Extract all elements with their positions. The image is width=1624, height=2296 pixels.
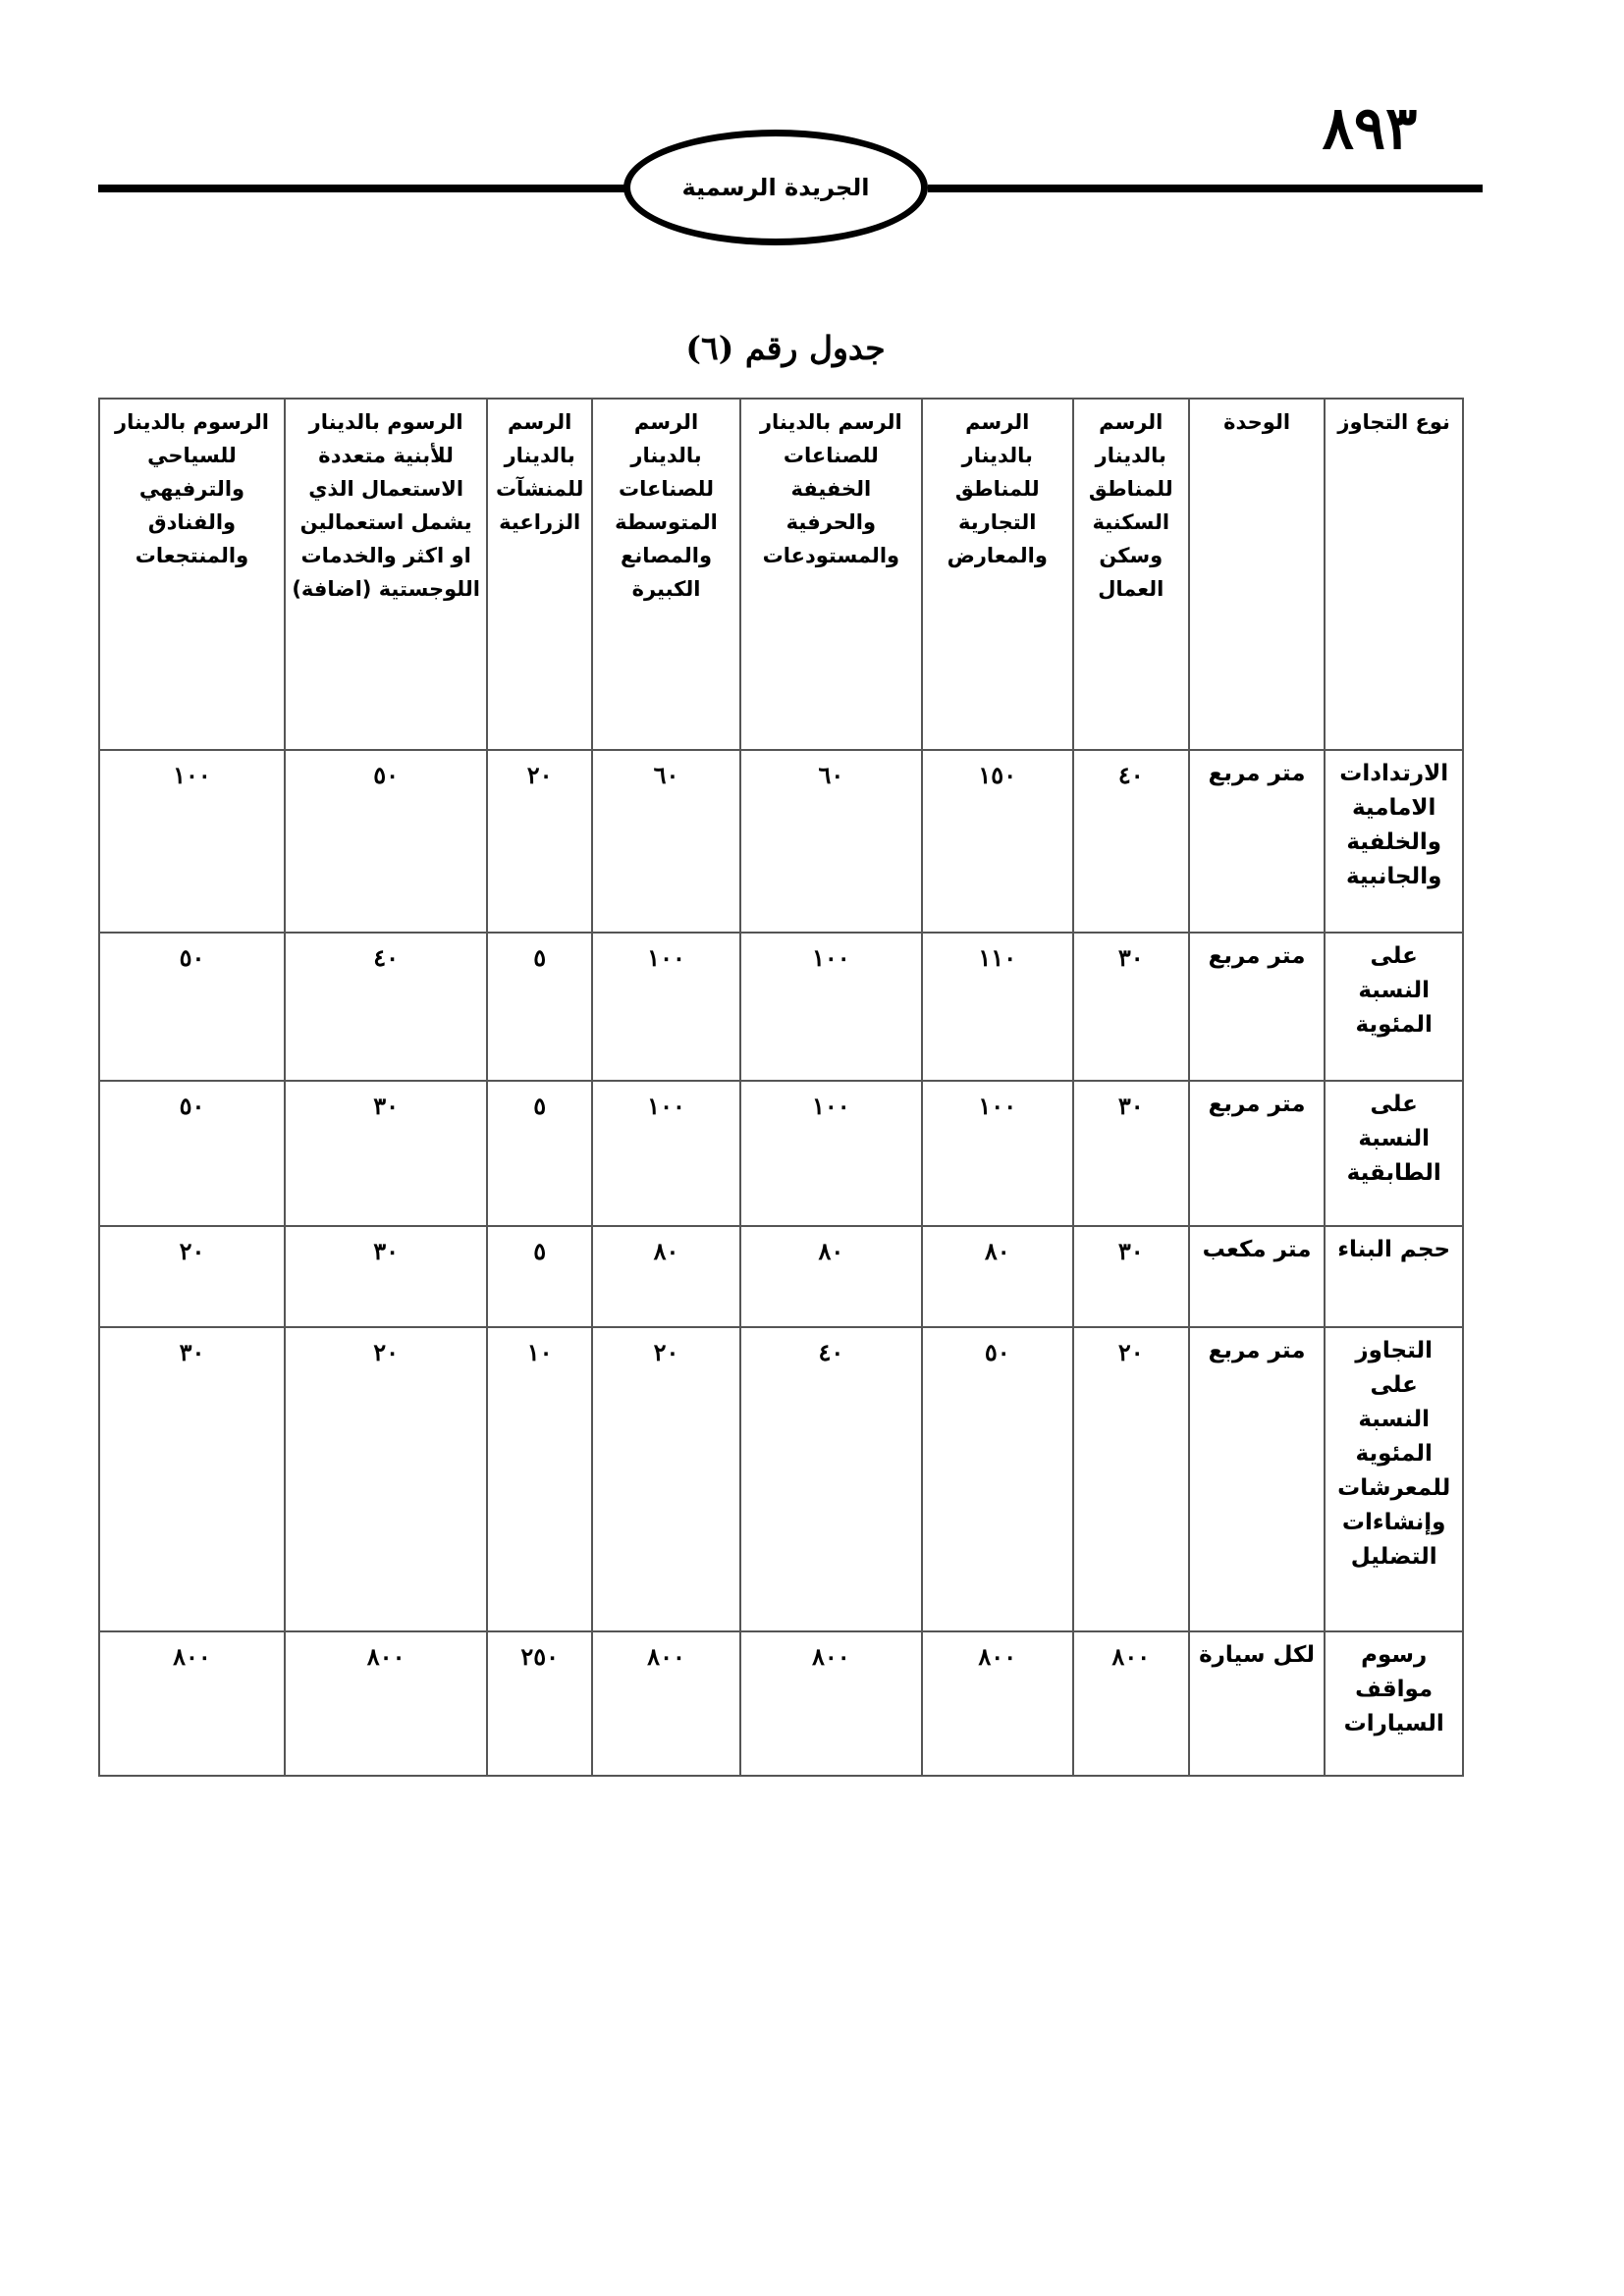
cell-residential: ٣٠ <box>1073 933 1189 1081</box>
cell-mixed-use: ٣٠ <box>285 1081 487 1226</box>
cell-commercial: ١٥٠ <box>922 750 1073 933</box>
cell-residential: ٣٠ <box>1073 1081 1189 1226</box>
cell-medium-industry: ٨٠ <box>592 1226 740 1327</box>
table-row <box>99 933 1463 1081</box>
header-violation-type: نوع التجاوز <box>1325 399 1463 750</box>
cell-unit: متر مكعب <box>1189 1226 1326 1327</box>
cell-tourism: ٢٠ <box>99 1226 285 1327</box>
header-unit: الوحدة <box>1189 399 1326 750</box>
cell-tourism: ١٠٠ <box>99 750 285 933</box>
header-rule-left <box>98 185 628 192</box>
masthead-oval <box>623 130 928 245</box>
cell-light-industry: ٤٠ <box>740 1327 922 1631</box>
fees-table <box>98 398 1464 1777</box>
table-row <box>99 1081 1463 1226</box>
cell-commercial: ٨٠ <box>922 1226 1073 1327</box>
cell-light-industry: ٨٠٠ <box>740 1631 922 1776</box>
cell-tourism: ٥٠ <box>99 1081 285 1226</box>
cell-mixed-use: ٢٠ <box>285 1327 487 1631</box>
cell-unit: متر مربع <box>1189 750 1326 933</box>
table-title: جدول رقم (٦) <box>685 329 886 367</box>
cell-commercial: ٥٠ <box>922 1327 1073 1631</box>
cell-unit: لكل سيارة <box>1189 1631 1326 1776</box>
header-commercial: الرسم بالدينار للمناطق التجارية والمعارض <box>922 399 1073 750</box>
cell-violation-type: التجاوز على النسبة المئوية للمعرشات وإنشاءات التضليل <box>1325 1327 1463 1631</box>
cell-mixed-use: ٨٠٠ <box>285 1631 487 1776</box>
masthead-title: الجريدة الرسمية <box>681 174 870 201</box>
cell-medium-industry: ٦٠ <box>592 750 740 933</box>
cell-tourism: ٥٠ <box>99 933 285 1081</box>
header-residential: الرسم بالدينار للمناطق السكنية وسكن العمال <box>1073 399 1189 750</box>
table-row <box>99 1631 1463 1776</box>
cell-medium-industry: ١٠٠ <box>592 933 740 1081</box>
cell-tourism: ٣٠ <box>99 1327 285 1631</box>
table-row <box>99 750 1463 933</box>
table-row <box>99 1226 1463 1327</box>
cell-agricultural: ٢٥٠ <box>487 1631 592 1776</box>
cell-violation-type: رسوم مواقف السيارات <box>1325 1631 1463 1776</box>
cell-unit: متر مربع <box>1189 933 1326 1081</box>
cell-commercial: ١١٠ <box>922 933 1073 1081</box>
header-rule-right <box>928 185 1483 192</box>
cell-agricultural: ١٠ <box>487 1327 592 1631</box>
cell-tourism: ٨٠٠ <box>99 1631 285 1776</box>
cell-agricultural: ٢٠ <box>487 750 592 933</box>
header-tourism: الرسوم بالدينار للسياحي والترفيهي والفنادق والمنتجعات <box>99 399 285 750</box>
header-light-industry: الرسم بالدينار للصناعات الخفيفة والحرفية والمستودعات <box>740 399 922 750</box>
cell-agricultural: ٥ <box>487 933 592 1081</box>
page-number: ٨٩٣ <box>1322 94 1418 163</box>
table-row <box>99 1327 1463 1631</box>
table-header-row <box>99 399 1463 750</box>
cell-medium-industry: ٨٠٠ <box>592 1631 740 1776</box>
header-agricultural: الرسم بالدينار للمنشآت الزراعية <box>487 399 592 750</box>
cell-medium-industry: ١٠٠ <box>592 1081 740 1226</box>
cell-residential: ٢٠ <box>1073 1327 1189 1631</box>
cell-mixed-use: ٣٠ <box>285 1226 487 1327</box>
cell-residential: ٨٠٠ <box>1073 1631 1189 1776</box>
cell-residential: ٤٠ <box>1073 750 1189 933</box>
cell-light-industry: ١٠٠ <box>740 1081 922 1226</box>
cell-violation-type: حجم البناء <box>1325 1226 1463 1327</box>
cell-violation-type: على النسبة الطابقية <box>1325 1081 1463 1226</box>
cell-commercial: ٨٠٠ <box>922 1631 1073 1776</box>
cell-medium-industry: ٢٠ <box>592 1327 740 1631</box>
header-mixed-use: الرسوم بالدينار للأبنية متعددة الاستعمال الذي يشمل استعمالين او اكثر والخدمات اللوجستية (اضافة) <box>285 399 487 750</box>
cell-residential: ٣٠ <box>1073 1226 1189 1327</box>
cell-mixed-use: ٥٠ <box>285 750 487 933</box>
cell-violation-type: على النسبة المئوية <box>1325 933 1463 1081</box>
cell-violation-type: الارتدادات الامامية والخلفية والجانبية <box>1325 750 1463 933</box>
cell-light-industry: ٨٠ <box>740 1226 922 1327</box>
cell-commercial: ١٠٠ <box>922 1081 1073 1226</box>
header-medium-industry: الرسم بالدينار للصناعات المتوسطة والمصانع الكبيرة <box>592 399 740 750</box>
cell-unit: متر مربع <box>1189 1081 1326 1226</box>
cell-agricultural: ٥ <box>487 1226 592 1327</box>
cell-agricultural: ٥ <box>487 1081 592 1226</box>
cell-mixed-use: ٤٠ <box>285 933 487 1081</box>
cell-light-industry: ١٠٠ <box>740 933 922 1081</box>
cell-unit: متر مربع <box>1189 1327 1326 1631</box>
cell-light-industry: ٦٠ <box>740 750 922 933</box>
